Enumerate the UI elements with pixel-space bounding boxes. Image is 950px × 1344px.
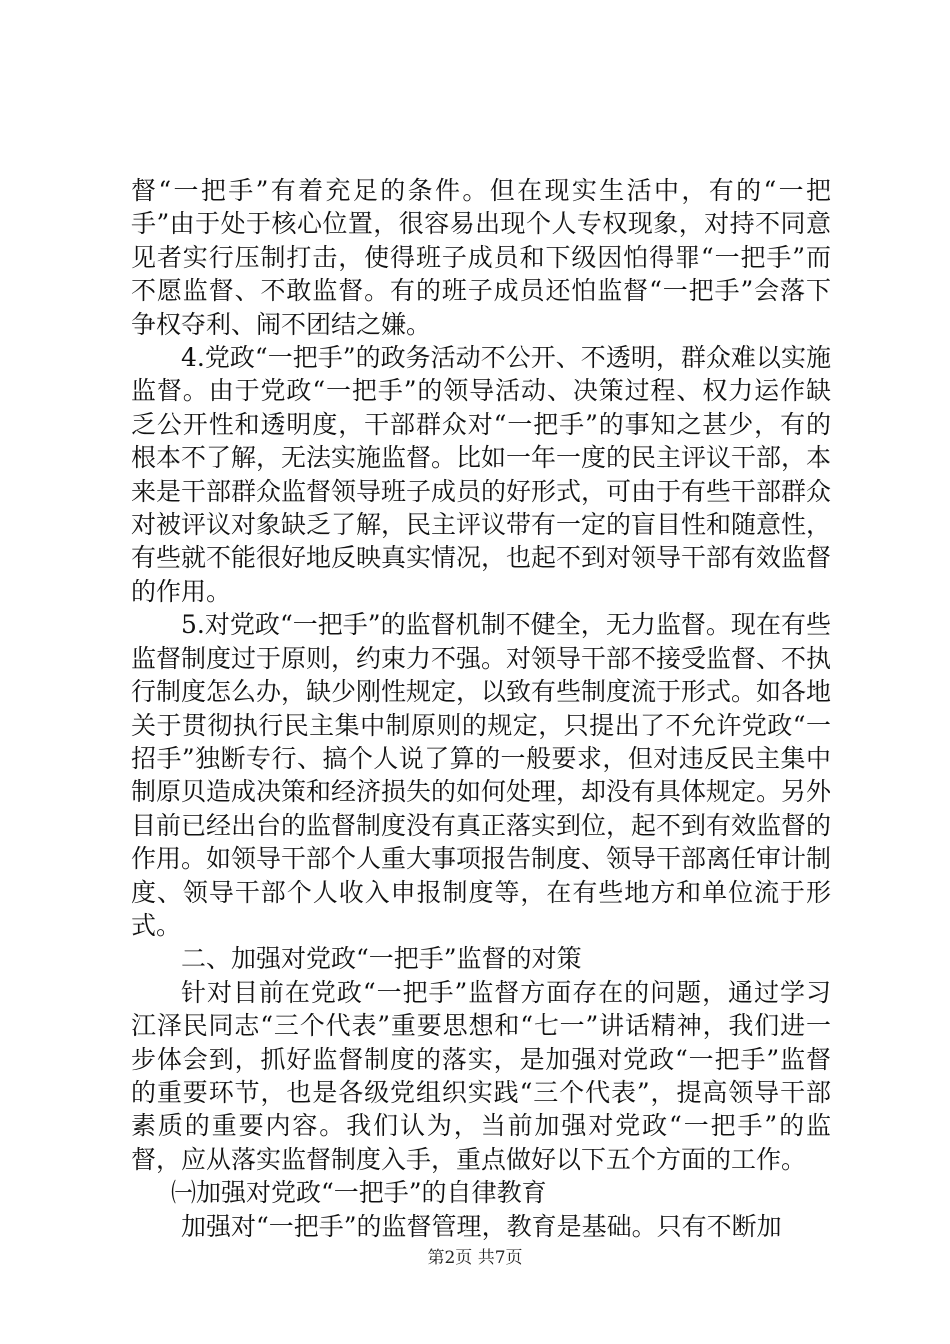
- section-heading-countermeasures: 二、加强对党政“一把手”监督的对策: [181, 944, 582, 974]
- paragraph-point-4: 4.党政“一把手”的政务活动不公开、不透明，群众难以实施监督。由于党政“一把手”的领导活动、决策过程、权力运作缺乏公开性和透明度，干部群众对“一把手”的事知之甚少，有的根本不了解，无法实施监督。比如一年一度的民主评议干部，本来是干部群众监督领导班子成员的好形式，可由于有些干部群众对被评议对象缺乏了解，民主评议带有一定的盲目性和随意性，有些就不能很好地反映真实情况，也起不到对领导干部有效监督的作用。: [131, 343, 832, 606]
- paragraph-countermeasures-intro: 针对目前在党政“一把手”监督方面存在的问题，通过学习江泽民同志“三个代表”重要思想和“七一”讲话精神，我们进一步体会到，抓好监督制度的落实，是加强对党政“一把手”监督的重要环节，也是各级党组织实践“三个代表”，提高领导干部素质的重要内容。我们认为，当前加强对党政“一把手”的监督，应从落实监督制度入手，重点做好以下五个方面的工作。: [131, 977, 831, 1174]
- paragraph-continuation: 督“一把手”有着充足的条件。但在现实生活中，有的“一把手”由于处于核心位置，很容易出现个人专权现象，对持不同意见者实行压制打击，使得班子成员和下级因怕得罪“一把手”而不愿监督、不敢监督。有的班子成员还怕监督“一把手”会落下争权夺利、闹不团结之嫌。: [131, 176, 831, 339]
- paragraph-self-discipline: 加强对“一把手”的监督管理，教育是基础。只有不断加: [181, 1211, 782, 1241]
- subsection-heading-self-discipline: ㈠加强对党政“一把手”的自律教育: [171, 1178, 547, 1208]
- paragraph-point-5: 5.对党政“一把手”的监督机制不健全，无力监督。现在有些监督制度过于原则，约束力不强。对领导干部不接受监督、不执行制度怎么办，缺少刚性规定，以致有些制度流于形式。如各地关于贯彻执行民主集中制原则的规定，只提出了不允许党政“一招手”独断专行、搞个人说了算的一般要求，但对违反民主集中制原贝造成决策和经济损失的如何处理，却没有具体规定。另外目前已经出台的监督制度没有真正落实到位，起不到有效监督的作用。如领导干部个人重大事项报告制度、领导干部离任审计制度、领导干部个人收入申报制度等，在有些地方和单位流于形式。: [131, 610, 832, 940]
- document-body: [131, 174, 831, 1243]
- page-number-footer: 第2页 共7页: [427, 1248, 523, 1268]
